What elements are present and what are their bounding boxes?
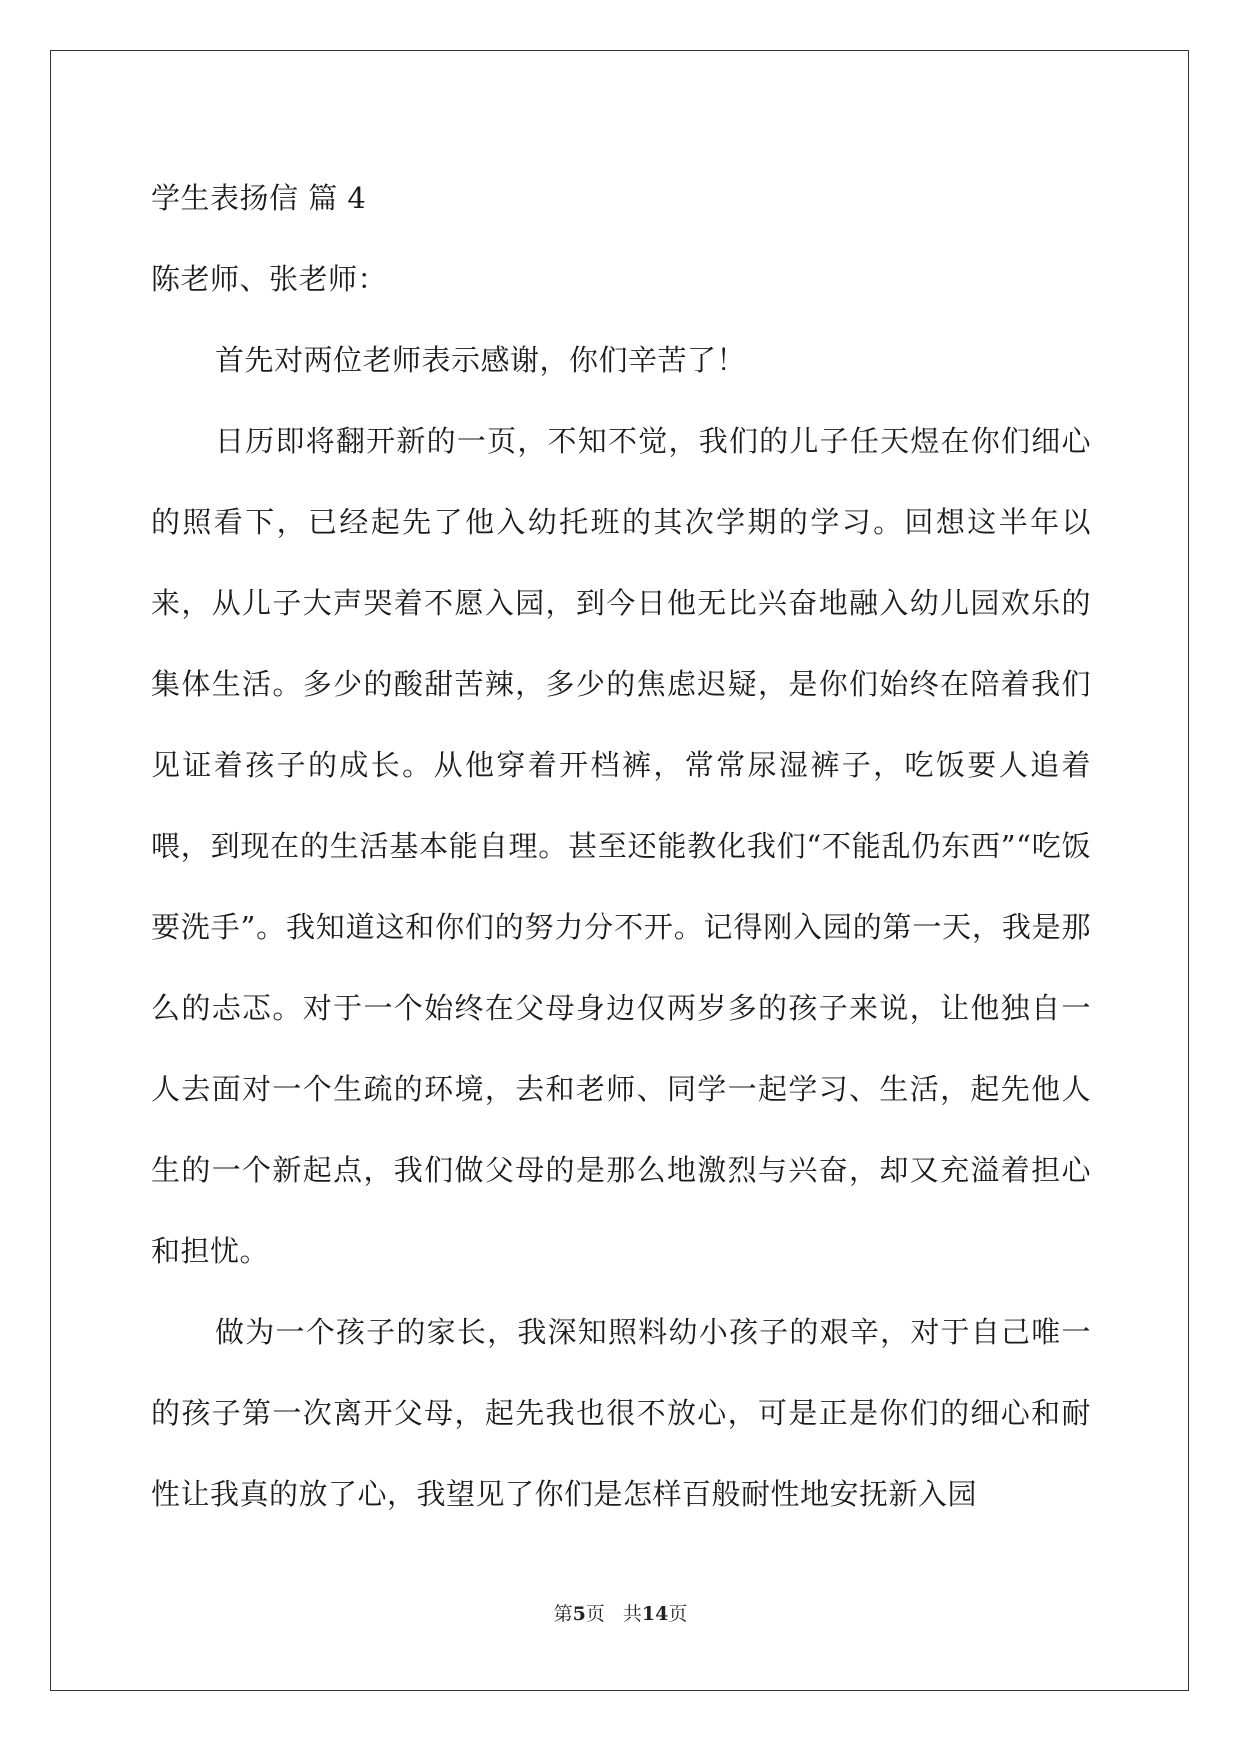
salutation: 陈老师、张老师： [151,262,388,296]
page-suffix: 页 [585,1603,605,1625]
total-suffix: 页 [668,1603,688,1625]
page-footer [0,1602,1241,1626]
page-prefix: 第 [553,1603,573,1625]
paragraph-parent: 做为一个孩子的家长，我深知照料幼小孩子的艰辛，对于自己唯一的孩子第一次离开父母，起先我也很不放心，可是正是你们的细心和耐性让我真的放了心，我望见了你们是怎样百般耐性地安抚新入园 [151,1315,1091,1511]
page-number: 5 [572,1603,586,1625]
document-title: 学生表扬信 篇 4 [151,181,367,215]
paragraph-growth: 日历即将翻开新的一页，不知不觉，我们的儿子任天煜在你们细心的照看下，已经起先了他入幼托班的其次学期的学习。回想这半年以来，从儿子大声哭着不愿入园，到今日他无比兴奋地融入幼儿园欢乐的集体生活。多少的酸甜苦辣，多少的焦虑迟疑，是你们始终在陪着我们见证着孩子的成长。从他穿着开档裤，常常尿湿裤子，吃饭要人追着喂，到现在的生活基本能自理。甚至还能教化我们“不能乱仍东西”“吃饭要洗手”。我知道这和你们的努力分不开。记得刚入园的第一天，我是那么的忐忑。对于一个始终在父母身边仅两岁多的孩子来说，让他独自一人去面对一个生疏的环境，去和老师、同学一起学习、生活，起先他人生的一个新起点，我们做父母的是那么地激烈与兴奋，却又充溢着担心和担忧。 [151,424,1091,1268]
document-body [151,158,1091,1535]
total-pages: 14 [641,1603,669,1625]
total-prefix: 共 [622,1603,642,1625]
paragraph-thanks: 首先对两位老师表示感谢，你们辛苦了！ [215,343,747,377]
